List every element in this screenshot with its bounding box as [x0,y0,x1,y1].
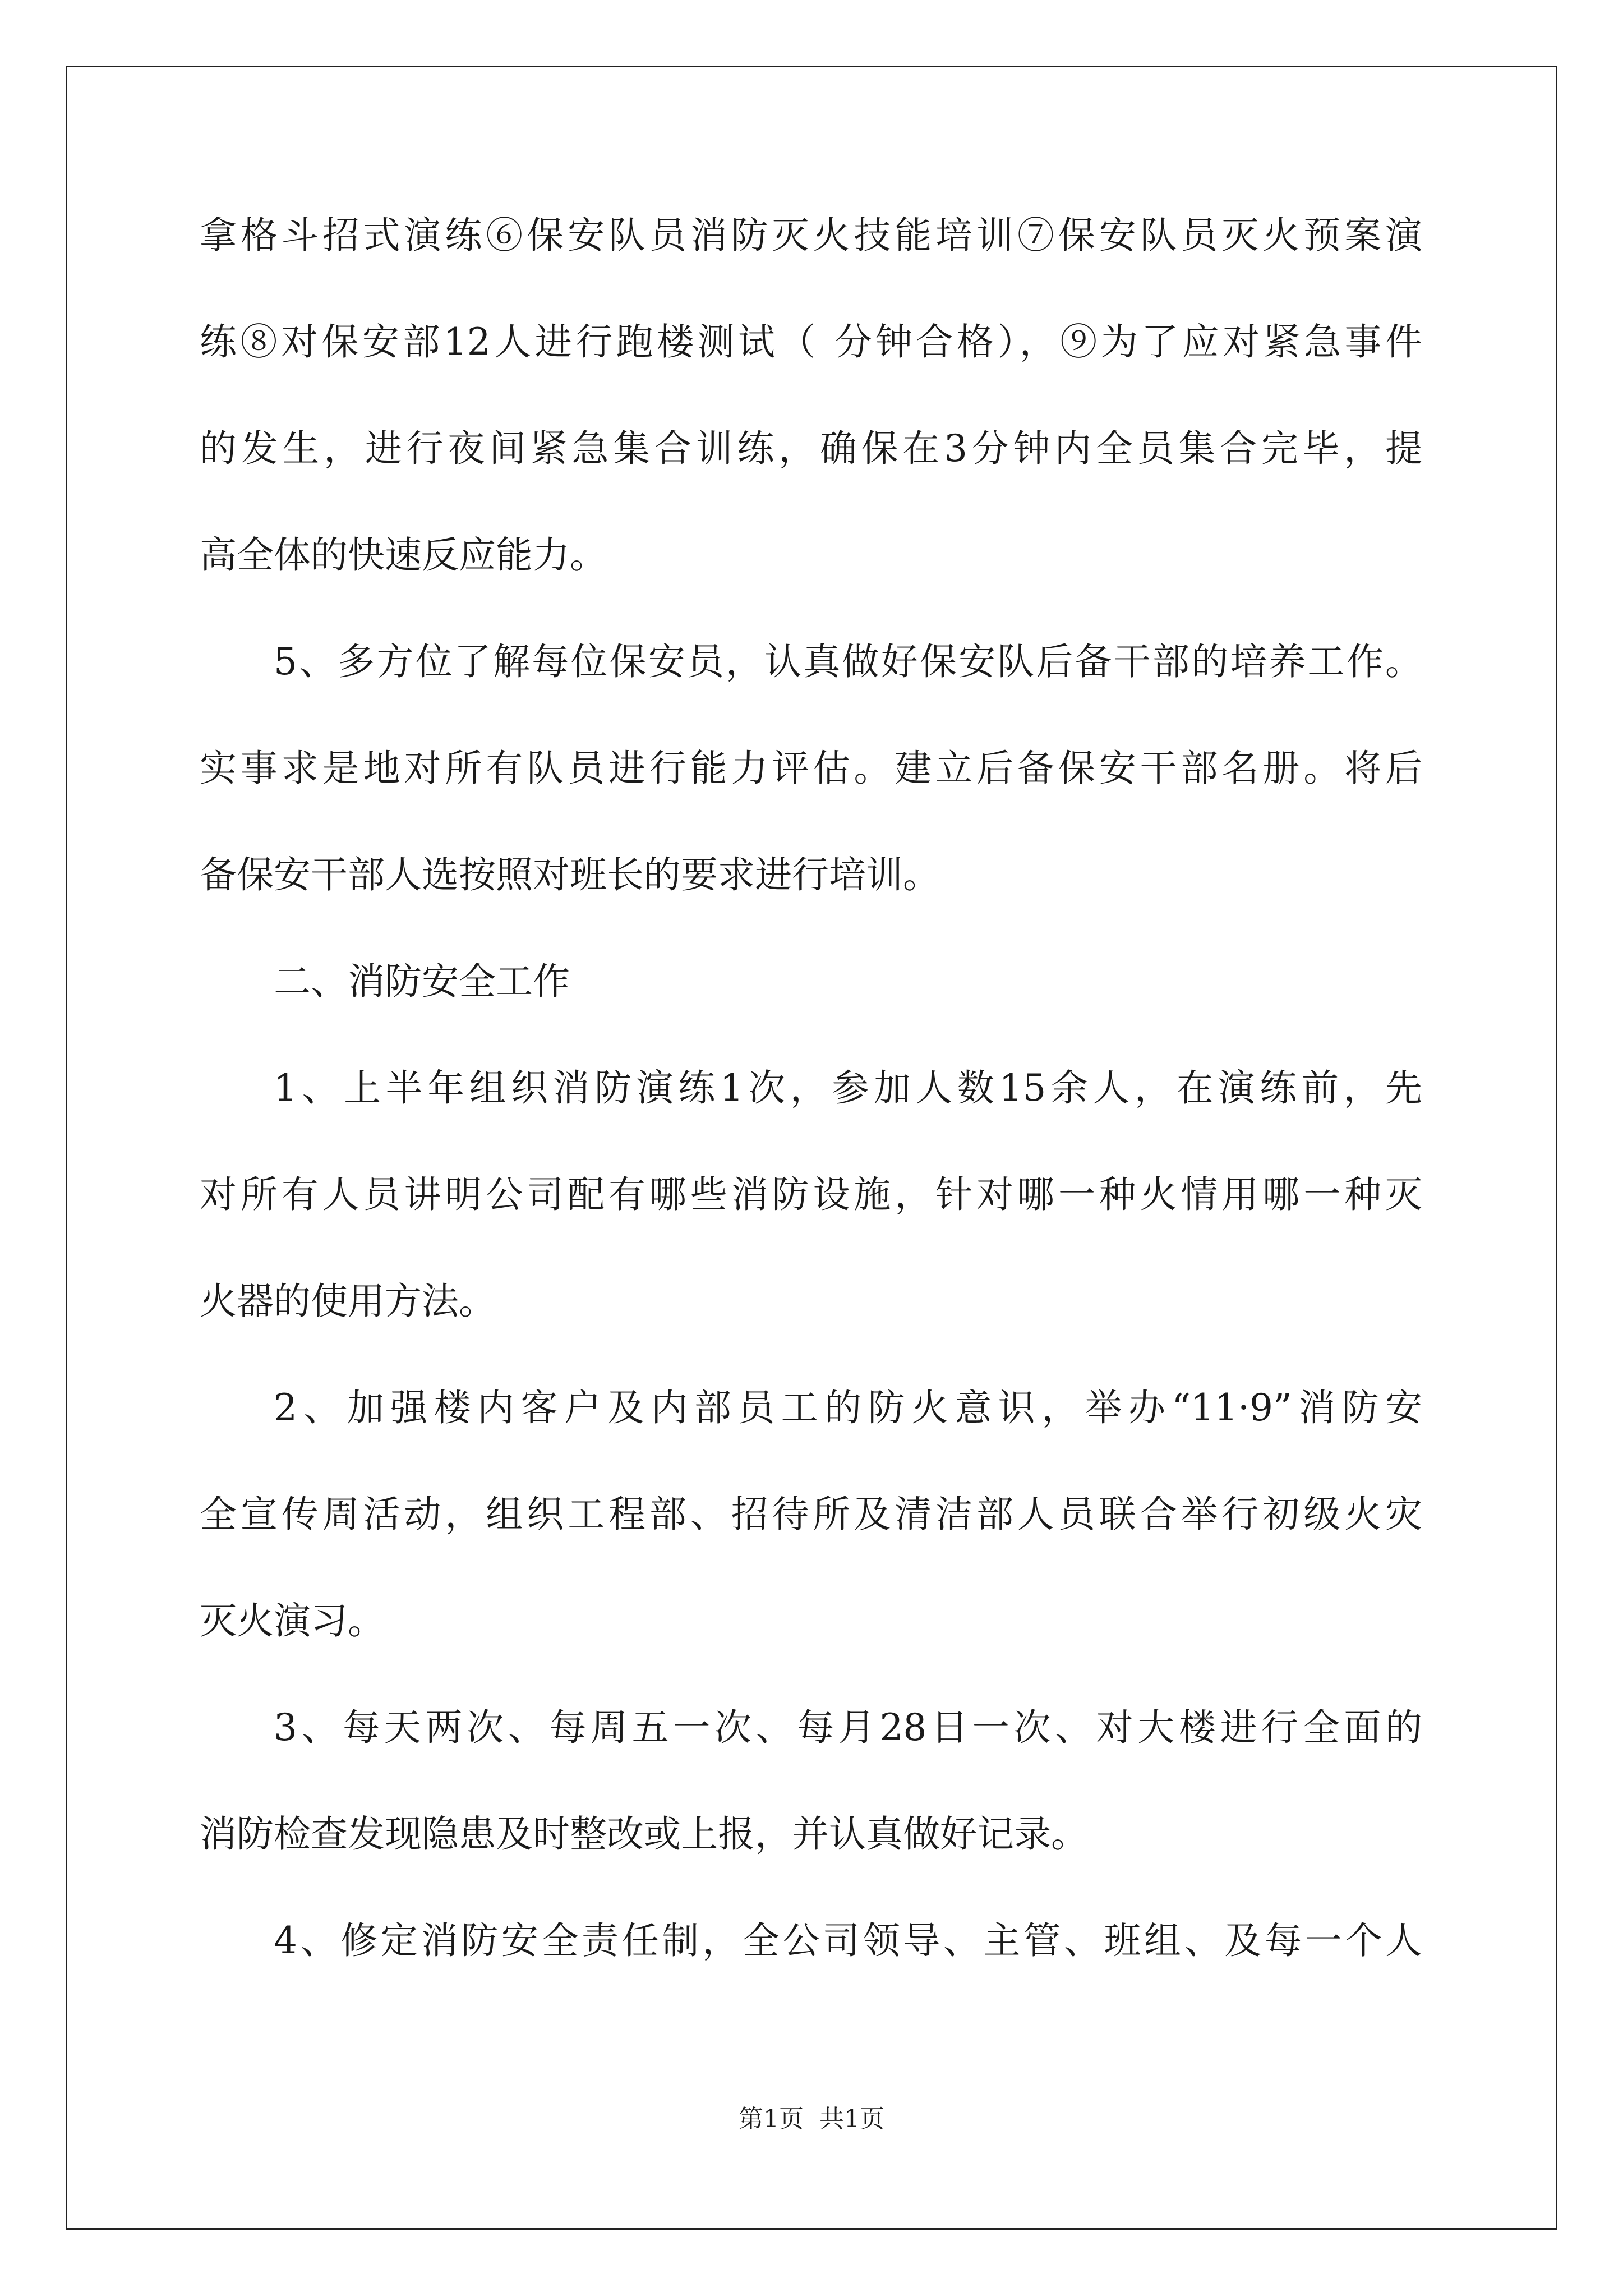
text-line: 练⑧对保安部12人进行跑楼测试（ 分钟合格），⑨为了应对紧急事件 [200,320,1422,364]
text-line: 5、多方位了解每位保安员，认真做好保安队后备干部的培养工作。 [274,640,1422,683]
text-line: 全宣传周活动，组织工程部、招待所及清洁部人员联合举行初级火灾 [200,1493,1422,1536]
text-line: 灭火演习。 [200,1599,385,1642]
text-line: 拿格斗招式演练⑥保安队员消防灭火技能培训⑦保安队员灭火预案演 [200,214,1422,257]
text-line: 高全体的快速反应能力。 [200,533,607,577]
text-line: 3、每天两次、每周五一次、每月28日一次、对大楼进行全面的 [274,1706,1422,1749]
text-line: 消防检查发现隐患及时整改或上报，并认真做好记录。 [200,1812,1088,1856]
text-line: 对所有人员讲明公司配有哪些消防设施，针对哪一种火情用哪一种灭 [200,1173,1422,1216]
document-body [200,209,1422,2021]
text-line: 2、加强楼内客户及内部员工的防火意识，举办“11·9”消防安 [274,1386,1422,1429]
page-number: 第1页 共1页 [739,2105,884,2133]
section-heading: 二、消防安全工作 [274,960,570,1003]
text-line: 的发生，进行夜间紧急集合训练，确保在3分钟内全员集合完毕，提 [200,427,1422,470]
text-line: 1、上半年组织消防演练1次，参加人数15余人，在演练前，先 [274,1066,1422,1110]
text-line: 火器的使用方法。 [200,1280,496,1323]
text-line: 实事求是地对所有队员进行能力评估。建立后备保安干部名册。将后 [200,747,1422,790]
text-line: 4、修定消防安全责任制，全公司领导、主管、班组、及每一个人 [274,1919,1422,1962]
text-line: 备保安干部人选按照对班长的要求进行培训。 [200,853,940,896]
